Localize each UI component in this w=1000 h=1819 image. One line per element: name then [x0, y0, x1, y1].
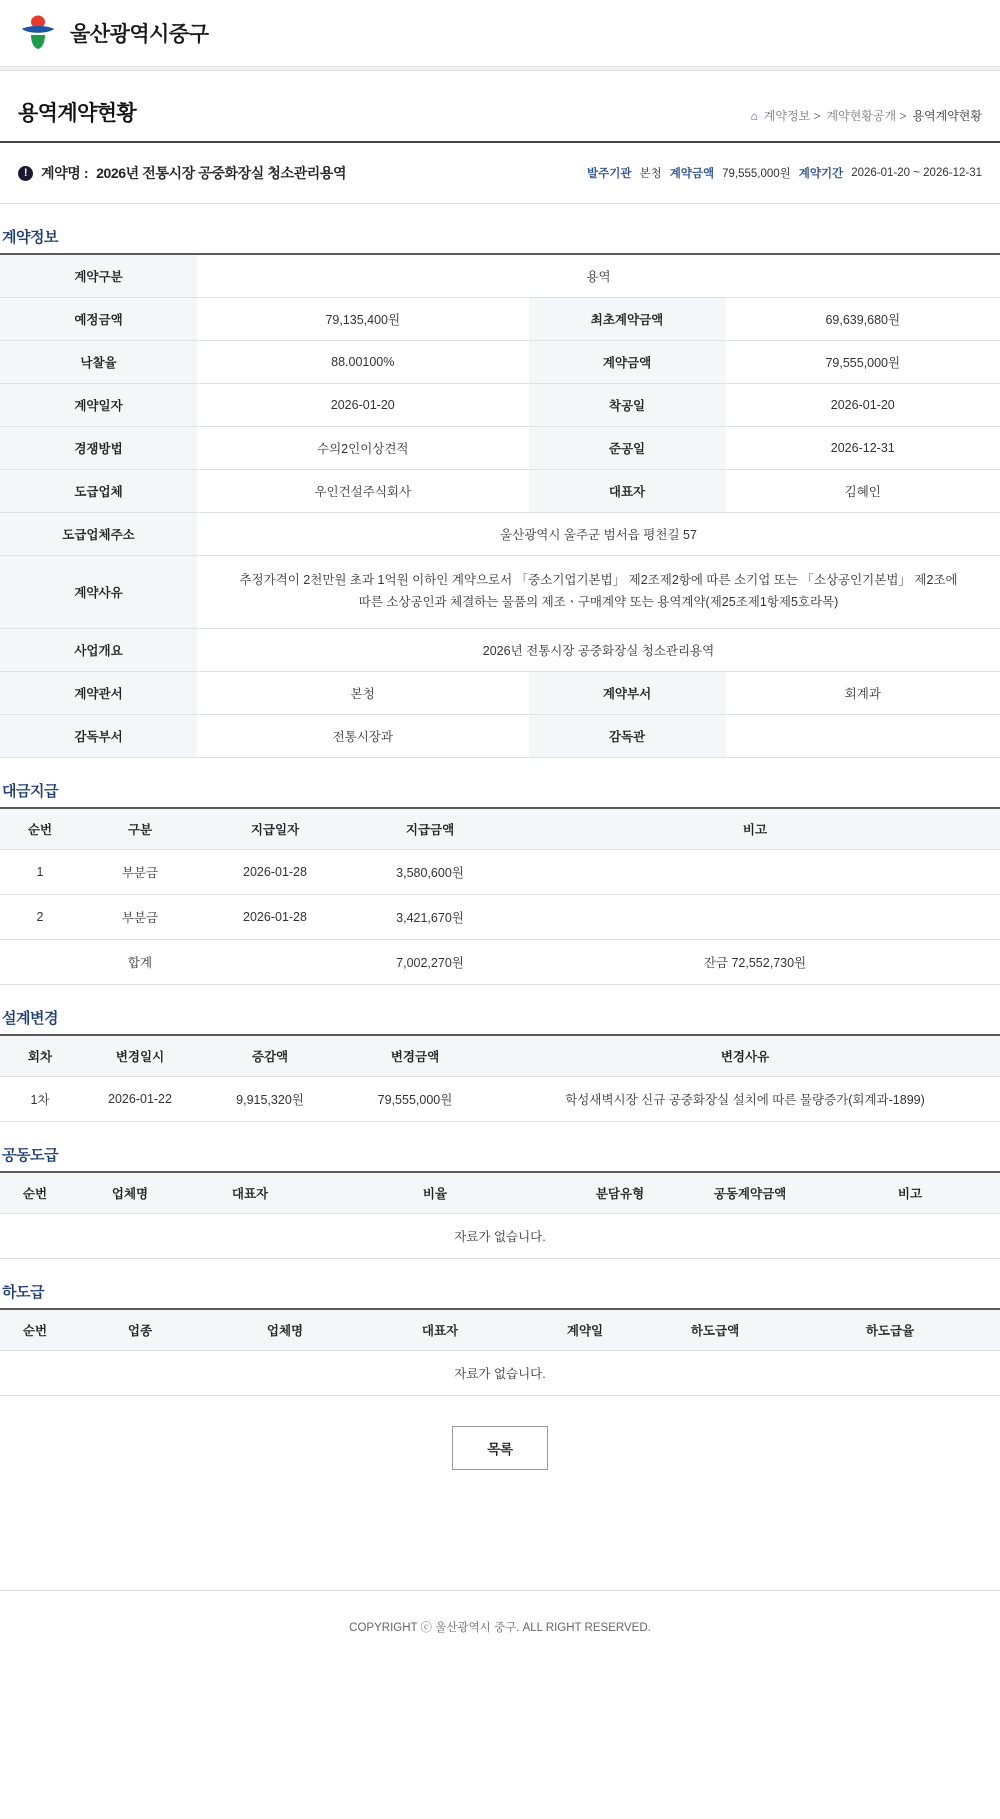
row-value: 69,639,680원 — [726, 298, 1000, 341]
table-row — [0, 513, 1000, 556]
section-title-design-change: 설계변경 — [0, 1007, 1000, 1036]
table-header-row — [0, 1173, 1000, 1214]
joint-contract-table — [0, 1173, 1000, 1259]
table-row — [0, 1076, 1000, 1121]
row-value: 2026년 전통시장 공중화장실 청소관리용역 — [197, 628, 1000, 671]
row-value: 2026-01-20 — [726, 384, 1000, 427]
contract-summary-meta — [587, 165, 982, 181]
row-label: 낙찰율 — [0, 341, 197, 384]
table-row — [0, 849, 1000, 894]
cell-note — [510, 894, 1000, 939]
section-title-payment: 대금지급 — [0, 780, 1000, 809]
column-header: 구분 — [80, 809, 200, 850]
contract-info-table — [0, 255, 1000, 758]
table-row — [0, 556, 1000, 629]
row-label: 경쟁방법 — [0, 427, 197, 470]
section-joint-contract — [0, 1144, 1000, 1259]
cell-reason: 학성새벽시장 신규 공중화장실 설치에 따른 물량증가(회계과-1899) — [490, 1076, 1000, 1121]
summary-value-0: 본청 — [639, 168, 662, 180]
column-header: 업체명 — [210, 1310, 360, 1351]
cell-date: 2026-01-22 — [80, 1076, 200, 1121]
table-header-row — [0, 1310, 1000, 1351]
contract-name-label: 계약명 : — [41, 165, 89, 181]
column-header: 변경일시 — [80, 1036, 200, 1077]
cell-date: 2026-01-28 — [200, 894, 350, 939]
column-header: 분담유형 — [560, 1173, 680, 1214]
design-change-table — [0, 1036, 1000, 1122]
site-logo[interactable] — [18, 13, 209, 53]
cell-total-amount: 7,002,270원 — [350, 939, 510, 984]
column-header: 지급금액 — [350, 809, 510, 850]
row-value: 김혜인 — [726, 470, 1000, 513]
table-row — [0, 384, 1000, 427]
section-contract-info — [0, 226, 1000, 758]
summary-key-2: 계약기간 — [798, 168, 844, 180]
column-header: 순번 — [0, 1310, 70, 1351]
header-spacer — [0, 71, 1000, 97]
cell-total-label: 합계 — [80, 939, 200, 984]
table-empty-row — [0, 1213, 1000, 1258]
summary-value-2: 2026-01-20 ~ 2026-12-31 — [851, 167, 982, 179]
section-design-change — [0, 1007, 1000, 1122]
org-name: 울산광역시중구 — [70, 23, 209, 46]
table-empty-row — [0, 1350, 1000, 1395]
column-header: 업종 — [70, 1310, 210, 1351]
column-header: 증감액 — [200, 1036, 340, 1077]
row-value: 회계과 — [726, 671, 1000, 714]
summary-value-1: 79,555,000원 — [722, 168, 791, 180]
row-label: 계약관서 — [0, 671, 197, 714]
row-value: 전통시장과 — [197, 714, 529, 757]
table-header-row — [0, 809, 1000, 850]
row-value: 본청 — [197, 671, 529, 714]
column-header: 변경금액 — [340, 1036, 490, 1077]
section-subcontract — [0, 1281, 1000, 1396]
row-value: 수의2인이상견적 — [197, 427, 529, 470]
site-header — [0, 0, 1000, 66]
row-value: 용역 — [197, 255, 1000, 298]
table-row — [0, 298, 1000, 341]
subcontract-table — [0, 1310, 1000, 1396]
section-title-subcontract: 하도급 — [0, 1281, 1000, 1310]
row-label: 대표자 — [529, 470, 726, 513]
column-header: 계약일 — [520, 1310, 650, 1351]
column-header: 대표자 — [190, 1173, 310, 1214]
copyright-text: COPYRIGHT ⓒ 울산광역시 중구. ALL RIGHT RESERVED. — [349, 1621, 651, 1634]
cell-round: 1차 — [0, 1076, 80, 1121]
section-title-contract-info: 계약정보 — [0, 226, 1000, 255]
column-header: 업체명 — [70, 1173, 190, 1214]
table-row — [0, 470, 1000, 513]
row-label: 착공일 — [529, 384, 726, 427]
row-label: 사업개요 — [0, 628, 197, 671]
column-header: 비율 — [310, 1173, 560, 1214]
table-row — [0, 427, 1000, 470]
column-header: 하도급액 — [650, 1310, 780, 1351]
table-row — [0, 628, 1000, 671]
contract-summary-strip — [0, 143, 1000, 204]
contract-name-block — [18, 163, 346, 183]
row-value: 울산광역시 울주군 범서읍 평천길 57 — [197, 513, 1000, 556]
table-row — [0, 894, 1000, 939]
payment-table — [0, 809, 1000, 985]
column-header: 순번 — [0, 1173, 70, 1214]
table-row — [0, 341, 1000, 384]
column-header: 변경사유 — [490, 1036, 1000, 1077]
cell-note — [510, 849, 1000, 894]
row-label: 계약구분 — [0, 255, 197, 298]
list-button[interactable]: 목록 — [452, 1426, 547, 1470]
table-header-row — [0, 1036, 1000, 1077]
column-header: 비고 — [510, 809, 1000, 850]
column-header: 공동계약금액 — [680, 1173, 820, 1214]
row-value: 우인건설주식회사 — [197, 470, 529, 513]
cell-date — [200, 939, 350, 984]
row-value — [726, 714, 1000, 757]
cell-changed-amount: 79,555,000원 — [340, 1076, 490, 1121]
row-label: 감독부서 — [0, 714, 197, 757]
home-icon[interactable]: ⌂ — [750, 108, 758, 123]
page-title: 용역계약현황 — [18, 102, 137, 125]
row-value: 79,555,000원 — [726, 341, 1000, 384]
column-header: 회차 — [0, 1036, 80, 1077]
row-value: 2026-12-31 — [726, 427, 1000, 470]
column-header: 하도급율 — [780, 1310, 1000, 1351]
column-header: 지급일자 — [200, 809, 350, 850]
cell-amount: 3,421,670원 — [350, 894, 510, 939]
table-row — [0, 671, 1000, 714]
row-value: 79,135,400원 — [197, 298, 529, 341]
row-label: 계약금액 — [529, 341, 726, 384]
row-label: 감독관 — [529, 714, 726, 757]
cell-seq: 1 — [0, 849, 80, 894]
contract-name-value: 2026년 전통시장 공중화장실 청소관리용역 — [96, 165, 347, 181]
cell-seq: 2 — [0, 894, 80, 939]
table-total-row — [0, 939, 1000, 984]
breadcrumb-item-1[interactable]: 계약현황공개 > — [826, 109, 907, 123]
empty-message: 자료가 없습니다. — [0, 1350, 1000, 1395]
cell-amount: 3,580,600원 — [350, 849, 510, 894]
column-header: 순번 — [0, 809, 80, 850]
action-bar — [0, 1396, 1000, 1470]
ulsan-junggu-logo-icon — [18, 13, 58, 53]
section-title-joint-contract: 공동도급 — [0, 1144, 1000, 1173]
page-title-bar — [0, 97, 1000, 143]
table-row — [0, 714, 1000, 757]
section-payment — [0, 780, 1000, 985]
cell-balance-note: 잔금 72,552,730원 — [510, 939, 1000, 984]
row-label: 계약부서 — [529, 671, 726, 714]
breadcrumb-item-2: 용역계약현황 — [912, 109, 982, 123]
info-icon: ! — [18, 166, 33, 181]
summary-key-1: 계약금액 — [669, 168, 715, 180]
summary-key-0: 발주기관 — [587, 168, 632, 180]
cell-delta: 9,915,320원 — [200, 1076, 340, 1121]
row-value: 2026-01-20 — [197, 384, 529, 427]
row-label: 계약사유 — [0, 556, 197, 629]
cell-date: 2026-01-28 — [200, 849, 350, 894]
site-footer — [0, 1590, 1000, 1663]
empty-message: 자료가 없습니다. — [0, 1213, 1000, 1258]
cell-seq — [0, 939, 80, 984]
table-row — [0, 255, 1000, 298]
cell-type: 부분금 — [80, 849, 200, 894]
row-label: 준공일 — [529, 427, 726, 470]
breadcrumb-item-0[interactable]: 계약정보 > — [763, 109, 821, 123]
row-value: 88.00100% — [197, 341, 529, 384]
row-label: 예정금액 — [0, 298, 197, 341]
row-label: 최초계약금액 — [529, 298, 726, 341]
row-value: 추정가격이 2천만원 초과 1억원 이하인 계약으로서 「중소기업기본법」 제2조제2항에 따른 소기업 또는 「소상공인기본법」 제2조에 따른 소상공인과 체결하는 물품의 제조ㆍ구매계약 또는 용역계약(제25조제1항제5호라목) — [197, 556, 1000, 629]
column-header: 비고 — [820, 1173, 1000, 1214]
column-header: 대표자 — [360, 1310, 520, 1351]
cell-type: 부분금 — [80, 894, 200, 939]
row-label: 도급업체 — [0, 470, 197, 513]
row-label: 도급업체주소 — [0, 513, 197, 556]
row-label: 계약일자 — [0, 384, 197, 427]
breadcrumb — [751, 107, 982, 127]
